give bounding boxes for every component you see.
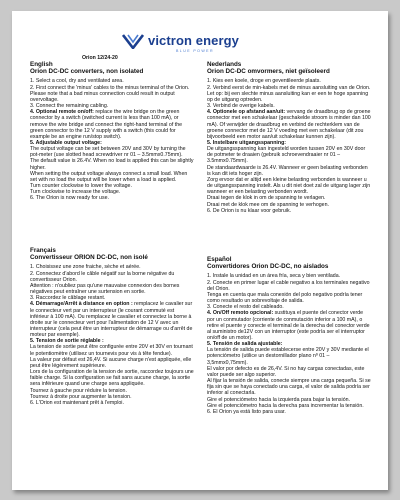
section-title: Convertisseur ORION DC-DC, non isolé	[30, 254, 148, 262]
instruction-line: 3. Conecte el resto del cableado.	[207, 304, 284, 311]
section-body	[207, 78, 371, 213]
section-espanol	[207, 256, 371, 415]
instruction-line: Let op: bij een slechte minus aansluiting kan er een te hoge spanning op de uitgang optreden.	[207, 90, 369, 103]
instruction-line: 3. Connect the remaining cabling.	[30, 103, 109, 110]
section-english	[30, 61, 194, 202]
instruction-line: 2. Conecte en primer lugar el cable negativo a los terminales negativo del Orion.	[207, 279, 370, 292]
section-nederlands	[207, 61, 371, 214]
instruction-line: When setting the output voltage always connect a small load. When set with no load the output will be lower when a load is applied.	[30, 170, 188, 183]
instruction-line: 4. Démarrage/Arrêt à distance en option : remplacez le cavalier sur le connecteur vert par un interrupteur (le courant commuté est inférieur à 100 mA). Ou remplacez le cavalier et connectez la borne à droite sur le connecteur vert pour l'alimentation de 12 V avec un interrupteur (cela peut être un interrupteur de démarrage ou d'arrêt de moteur par exemple).	[30, 301, 193, 339]
instruction-lead: 4. Démarrage/Arrêt à distance en option :	[30, 301, 133, 308]
instruction-lead: 5. Adjustable output voltage:	[30, 139, 102, 146]
instruction-line: Tournez à gauche pour réduire la tension.	[30, 387, 127, 394]
instruction-lead: 5. Tension de sortie réglable :	[30, 338, 104, 345]
instruction-line: 1. Kies een koele, droge en geventileerde plaats.	[207, 78, 321, 85]
instruction-line: Tournez à droite pour augmenter la tension.	[30, 393, 132, 400]
section-title: Orion DC-DC omvormers, niet geïsoleerd	[207, 68, 330, 76]
instruction-line: 6. De Orion is nu klaar voor gebruik.	[207, 207, 292, 214]
instruction-line: Lors de la configuration de la tension de sortie, raccordez toujours une faible charge. Si la configuration se fait sans aucune charge, la sortie sera inférieure quand une charge sera appliquée.	[30, 369, 194, 388]
instruction-line: La tensión de salida puede establecerse entre 20V y 30V mediante el potenciómetro (utilice un destornillador plano nº 01 – 3,5mmx0,75mm).	[207, 347, 369, 366]
instruction-lead: 4. Optionele op afstand aan/uit:	[207, 109, 286, 116]
instruction-line: The default value is 26.4V. When no load is applied this can be slightly higher.	[30, 158, 194, 171]
section-title: Convertidores Orion DC-DC, no aislados	[207, 263, 329, 271]
section-body	[30, 264, 194, 406]
instruction-line: Please note that a bad minus connection could result in output overvoltage.	[30, 90, 175, 103]
instruction-line: Attention : n'oubliez pas qu'une mauvaise connexion des bornes négatives peut entraîner une surtension en sortie.	[30, 282, 180, 296]
instruction-line: Zorg ervoor dat er altijd een kleine belasting verbonden is wanneer u de uitgangsspanning instelt. Als u dit niet doet zal de uitgang lager zijn wanneer er een belasting verbonden wordt.	[207, 176, 371, 196]
instruction-line: 2. Verbind eerst de min-kabels met de minus aansluiting van de Orion.	[207, 84, 371, 91]
section-body	[207, 273, 371, 415]
brand-tagline: BLUE POWER	[176, 49, 214, 53]
document-page	[12, 11, 388, 490]
instruction-line: 6. L'Orion est maintenant prêt à l'emploi.	[30, 399, 124, 406]
instruction-line: Turn counter clockwise to lower the voltage.	[30, 183, 132, 190]
instruction-line: Turn clockwise to increase the voltage.	[30, 189, 121, 196]
instruction-line: Al fijar la tensión de salida, conecte siempre una carga pequeña. Si se fija sin que se haya conectado una carga, el valor de salida podría ser inferior al conectarla.	[207, 378, 371, 397]
victron-logo-icon	[122, 33, 144, 49]
section-language: Nederlands	[207, 61, 242, 68]
instruction-line: El valor por defecto es de 26,4V. Si no hay cargas conectadas, este valor puede ser algo superior.	[207, 365, 365, 378]
instruction-line: La valeur par défaut est 26,4V. Si aucune charge n'est appliquée, elle peut être légèrement supérieure.	[30, 356, 192, 369]
instruction-line: 6. El Orion ya está listo para usar.	[207, 408, 286, 415]
section-title: Orion DC-DC converters, non isolated	[30, 68, 144, 76]
instruction-line: 6. The Orion is now ready for use.	[30, 195, 109, 202]
instruction-line: 1. Instale la unidad en un área fría, seca y bien ventilada.	[207, 273, 341, 280]
instruction-line: 4. On/Off remoto opcional: sustituya el puente del conector verde por un conmutador (corriente de conmutación inferior a 100 mA), o retire el puente y conecte el terminal de la derecha del conector verde al suministro de12V con un interruptor (este podría ser el interruptor on/off de un motor).	[207, 310, 370, 341]
instruction-line: 4. Optionele op afstand aan/uit: vervang de draadbrug op de groene connector met een schakelaar (geschakelde stroom is minder dan 100 mA). Of verwijder de draadbrug en verbind de rechterklem van de groene connector met de 12 V voeding met een schakelaar (dit zou bijvoorbeeld een motor aan/uit schakelaar kunnen zijn).	[207, 109, 371, 140]
section-language: Français	[30, 247, 56, 254]
instruction-line: De standaardwaarde is 26.4V. Wanneer er geen belasting verbonden is kan dit iets hoger zijn.	[207, 164, 368, 177]
instruction-line: 1. Select a cool, dry and ventilated area.	[30, 78, 124, 85]
brand-name: victron energy	[148, 33, 239, 48]
instruction-line: 2. First connect the 'minus' cables to the minus terminal of the Orion.	[30, 84, 190, 91]
section-language: Español	[207, 256, 232, 263]
instruction-lead: 4. On/Off remoto opcional:	[207, 310, 274, 317]
instruction-line: 1. Choisissez une zone fraiche, sèche et aérée.	[30, 264, 141, 271]
instruction-line: 2. Connectez d'abord le câble négatif sur la borne négative du convertisseur Orion.	[30, 270, 175, 283]
instruction-line: 3. Verbind de overige kabels.	[207, 103, 275, 110]
instruction-line: De uitgangsspanning kan ingesteld worden tussen 20V en 30V door de potmeter te draaien (gebruik schroevendraaier nr 01 – 3.5mmx0.75mm).	[207, 146, 366, 165]
instruction-line: 3. Raccordez le câblage restant.	[30, 295, 106, 302]
instruction-lead: 4. Optional remote on/off:	[30, 109, 94, 116]
instruction-line: Draai met de klok mee om de spanning te verhogen.	[207, 201, 329, 208]
instruction-line: 4. Optional remote on/off: replace the wire bridge on the green connector by a switch (switched current is less than 100 mA), or remove the wire bridge and connect the right-hand terminal of the green connector to the 12 V supply with a switch (this could for example be an engine run/stop switch).	[30, 109, 183, 140]
instruction-line: Tenga en cuenta que mala conexión del polo negativo podría tener como resultado un sobrevoltaje de salida.	[207, 291, 363, 305]
document-header	[12, 15, 388, 61]
instruction-line: Gire el potenciómetro hacia la derecha para incrementar la tensión.	[207, 402, 364, 409]
instruction-line: La tension de sortie peut être configurée entre 20V et 30V en tournant le potentiomètre (utilisez un tournevis pour vis à tête fendue).	[30, 344, 193, 357]
section-language: English	[30, 61, 53, 68]
instruction-line: Gire el potenciómetro hacia la izquierda para bajar la tensión.	[207, 396, 350, 403]
instruction-line: Draai tegen de klok in om de spanning te verlagen.	[207, 195, 326, 202]
instruction-lead: 5. Tensión de salida ajustable:	[207, 341, 283, 348]
instruction-lead: 5. Instelbare uitgangsspanning:	[207, 139, 287, 146]
document-code: Orion 12/24-20	[82, 55, 118, 61]
victron-logo	[122, 33, 282, 55]
section-francais	[30, 247, 194, 406]
section-body	[30, 78, 194, 201]
instruction-line: The output voltage can be set between 20V and 30V by turning the pot-meter (use slotted head screwdriver nr 01 – 3.5mmx0.75mm).	[30, 146, 186, 159]
